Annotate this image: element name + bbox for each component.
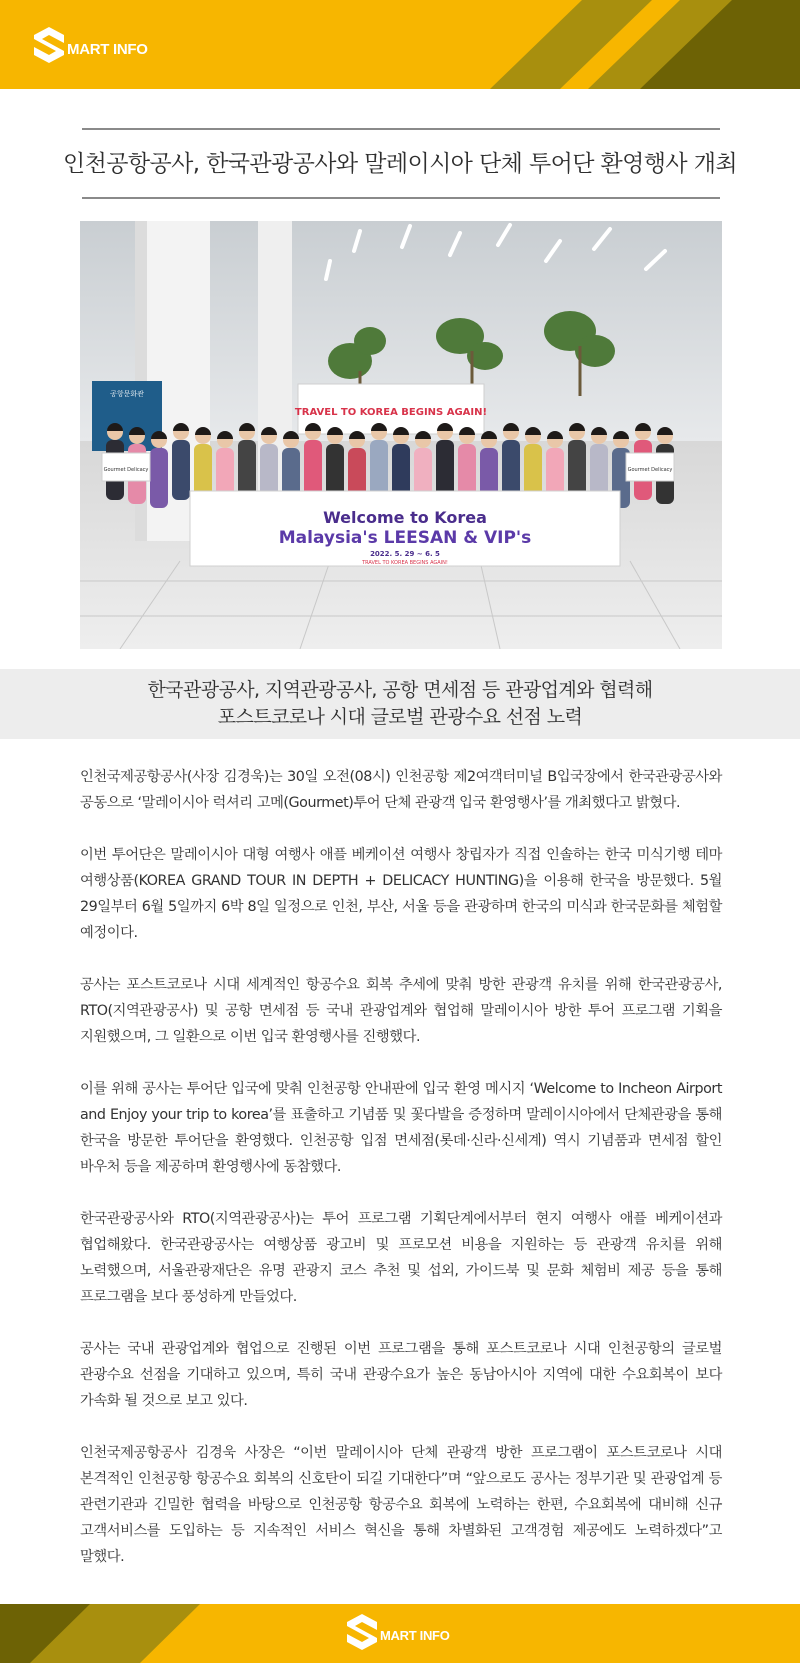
subtitle-line-2: 포스트코로나 시대 글로벌 관광수요 선점 노력 (217, 706, 583, 728)
s-logo-icon (345, 1612, 379, 1652)
booth-sign: 공항문화관 (110, 390, 144, 398)
article-paragraph: 인천국제공항공사(사장 김경욱)는 30일 오전(08시) 인천공항 제2여객터미널 B입국장에서 한국관광공사와 공동으로 ‘말레이시아 럭셔리 고메(Gourmet)투어 단체 관광객 입국 환영행사’를 개최했다고 밝혔다. (80, 769, 722, 811)
banner-small-text: TRAVEL TO KOREA BEGINS AGAIN! (362, 560, 448, 566)
logo-wordmark: MART INFO (67, 40, 148, 58)
article-paragraph: 이를 위해 공사는 투어단 입국에 맞춰 인천공항 안내판에 입국 환영 메시지 ‘Welcome to Incheon Airport and Enjoy your trip to korea’를 표출하고 기념품 및 꽃다발을 증정하며 말레이시아에서 단체관광을 통해 한국을 방문한 투어단을 환영했다. 인천공항 입점 면세점(롯데·신라·신세계) 역시 기념품과 면세점 할인 바우처 등을 제공하며 환영행사에 동참했다. (80, 1081, 722, 1175)
sign-right-text: Gourmet Delicacy (627, 467, 673, 473)
banner-welcome-text: Welcome to Korea (323, 508, 487, 527)
person-figure (150, 448, 168, 508)
banner-top-text: TRAVEL TO KOREA BEGINS AGAIN! (294, 407, 488, 418)
person-figure (172, 440, 190, 500)
title-rule-top (82, 128, 720, 130)
logo-wordmark: MART INFO (380, 1627, 450, 1643)
article-paragraph: 한국관광공사와 RTO(지역관광공사)는 투어 프로그램 기획단계에서부터 현지 여행사 애플 베케이션과 협업해왔다. 한국관광공사는 여행상품 광고비 및 프로모션 비용을 지원하는 등 관광객 유치를 위해 노력했으며, 서울관광재단은 유명 관광지 코스 추천 및 섭외, 가이드북 및 문화 체험비 제공 등을 통해 프로그램을 보다 풍성하게 만들었다. (80, 1211, 722, 1305)
banner-group-text: Malaysia's LEESAN & VIP's (278, 528, 532, 548)
footer-smart-info-logo[interactable] (345, 1612, 450, 1652)
article-body (80, 764, 722, 1596)
subtitle-line-1: 한국관광공사, 지역관광공사, 공항 면세점 등 관광업계와 협력해 (147, 679, 653, 701)
smart-info-logo[interactable] (32, 25, 148, 65)
page-title: 인천공항공사, 한국관광공사와 말레이시아 단체 투어단 환영행사 개최 (63, 151, 737, 177)
sign-left-text: Gourmet Delicacy (103, 467, 149, 473)
article-paragraph: 공사는 국내 관광업계와 협업으로 진행된 이번 프로그램을 통해 포스트코로나 시대 인천공항의 글로벌 관광수요 선점을 기대하고 있으며, 특히 국내 관광수요가 높은 동남아시아 지역에 대한 수요회복이 보다 가속화 될 것으로 보고 있다. (80, 1341, 722, 1409)
article-subtitle (0, 677, 800, 731)
banner-date-text: 2022. 5. 29 ~ 6. 5 (370, 550, 440, 558)
article-paragraph: 이번 투어단은 말레이시아 대형 여행사 애플 베케이션 여행사 창립자가 직접 인솔하는 한국 미식기행 테마 여행상품(KOREA GRAND TOUR IN DEPTH + DELICACY HUNTING)을 이용해 한국을 방문했다. 5월 29일부터 6월 5일까지 6박 8일 일정으로 인천, 부산, 서울 등을 관광하며 한국의 미식과 한국문화를 체험할 예정이다. (80, 847, 722, 941)
article-paragraph: 공사는 포스트코로나 시대 세계적인 항공수요 회복 추세에 맞춰 방한 관광객 유치를 위해 한국관광공사, RTO(지역관광공사) 및 공항 면세점 등 국내 관광업계와 협업해 말레이시아 방한 투어 프로그램 기획을 지원했으며, 그 일환으로 이번 입국 환영행사를 진행했다. (80, 977, 722, 1045)
event-photo (80, 221, 722, 649)
header-bar (0, 0, 800, 89)
title-rule-bottom (82, 197, 720, 199)
s-logo-icon (32, 25, 66, 65)
event-photo-illustration (80, 221, 722, 649)
article-paragraph: 인천국제공항공사 김경욱 사장은 “이번 말레이시아 단체 관광객 방한 프로그램이 포스트코로나 시대 본격적인 인천공항 항공수요 회복의 신호탄이 되길 기대한다”며 “앞으로도 공사는 정부기관 및 관광업계 등 관련기관과 긴밀한 협력을 바탕으로 인천공항 항공수요 회복에 노력하는 한편, 수요회복에 대비해 신규 고객서비스를 도입하는 등 지속적인 서비스 혁신을 통해 차별화된 고객경험 제공에도 노력하겠다”고 말했다. (80, 1445, 722, 1565)
